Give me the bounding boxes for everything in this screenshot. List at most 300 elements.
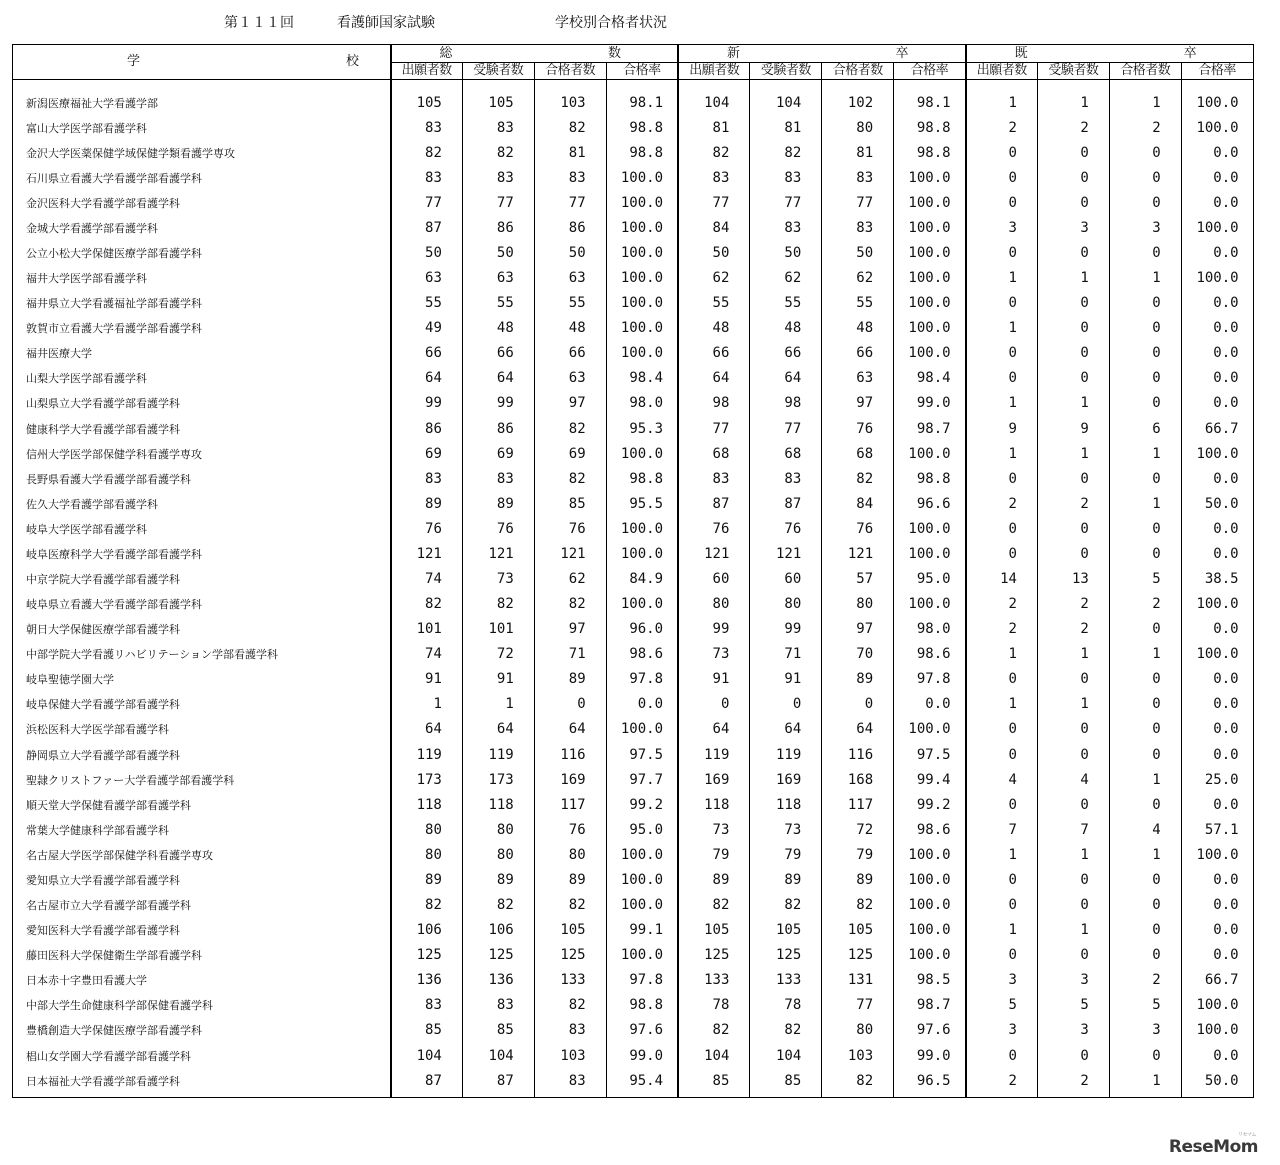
- pass-rate-cell: 99.0: [894, 391, 966, 416]
- school-name-cell: 富山大学医学部看護学科: [13, 115, 391, 140]
- count-cell: 69: [534, 441, 606, 466]
- count-cell: 63: [391, 266, 463, 291]
- count-cell: 2: [1037, 617, 1109, 642]
- count-cell: 66: [391, 341, 463, 366]
- count-cell: 73: [678, 642, 750, 667]
- pass-rate-cell: 0.0: [1181, 867, 1253, 892]
- count-cell: 1: [1109, 842, 1181, 867]
- count-cell: 66: [822, 341, 894, 366]
- count-cell: 3: [1037, 968, 1109, 993]
- count-cell: 76: [534, 516, 606, 541]
- count-cell: 0: [1109, 1043, 1181, 1068]
- pass-rate-cell: 100.0: [606, 592, 678, 617]
- count-cell: 0: [1109, 140, 1181, 165]
- count-cell: 82: [391, 893, 463, 918]
- school-name-cell: 中部学院大学看護リハビリテーション学部看護学科: [13, 642, 391, 667]
- count-cell: 105: [534, 918, 606, 943]
- count-cell: 82: [750, 140, 822, 165]
- count-cell: 85: [391, 1018, 463, 1043]
- count-cell: 118: [678, 792, 750, 817]
- table-row: [13, 366, 1254, 391]
- count-cell: 9: [966, 416, 1038, 441]
- pass-rate-cell: 100.0: [894, 165, 966, 190]
- pass-rate-cell: 96.6: [894, 491, 966, 516]
- count-cell: 1: [1037, 642, 1109, 667]
- count-cell: 125: [462, 943, 534, 968]
- count-cell: 1: [966, 692, 1038, 717]
- pass-rate-cell: 0.0: [606, 692, 678, 717]
- count-cell: 1: [966, 918, 1038, 943]
- pass-rate-cell: 99.2: [606, 792, 678, 817]
- count-cell: 83: [534, 1068, 606, 1098]
- count-cell: 117: [822, 792, 894, 817]
- pass-rate-cell: 97.6: [606, 1018, 678, 1043]
- pass-rate-cell: 25.0: [1181, 767, 1253, 792]
- count-cell: 77: [822, 993, 894, 1018]
- count-cell: 64: [750, 717, 822, 742]
- count-cell: 89: [534, 867, 606, 892]
- count-cell: 117: [534, 792, 606, 817]
- column-header: 合格者数: [822, 63, 894, 80]
- pass-rate-cell: 97.6: [894, 1018, 966, 1043]
- count-cell: 87: [750, 491, 822, 516]
- table-row: [13, 466, 1254, 491]
- count-cell: 82: [391, 592, 463, 617]
- count-cell: 82: [391, 140, 463, 165]
- count-cell: 6: [1109, 416, 1181, 441]
- table-row: [13, 642, 1254, 667]
- count-cell: 91: [678, 667, 750, 692]
- count-cell: 0: [1109, 341, 1181, 366]
- count-cell: 105: [391, 80, 463, 116]
- pass-rate-cell: 98.8: [606, 993, 678, 1018]
- count-cell: 0: [1037, 717, 1109, 742]
- count-cell: 0: [966, 165, 1038, 190]
- count-cell: 63: [534, 266, 606, 291]
- pass-rate-cell: 0.0: [1181, 717, 1253, 742]
- table-row: [13, 215, 1254, 240]
- count-cell: 83: [534, 165, 606, 190]
- pass-rate-cell: 100.0: [606, 266, 678, 291]
- count-cell: 80: [462, 817, 534, 842]
- pass-rate-cell: 0.0: [1181, 667, 1253, 692]
- count-cell: 66: [462, 341, 534, 366]
- school-name-cell: 新潟医療福祉大学看護学部: [13, 80, 391, 116]
- pass-rate-cell: 100.0: [894, 918, 966, 943]
- count-cell: 116: [822, 742, 894, 767]
- pass-rate-cell: 95.4: [606, 1068, 678, 1098]
- count-cell: 0: [678, 692, 750, 717]
- count-cell: 0: [1037, 667, 1109, 692]
- count-cell: 97: [822, 617, 894, 642]
- count-cell: 80: [822, 1018, 894, 1043]
- table-row: [13, 240, 1254, 265]
- count-cell: 48: [678, 316, 750, 341]
- pass-rate-cell: 100.0: [894, 215, 966, 240]
- count-cell: 0: [1037, 516, 1109, 541]
- pass-rate-cell: 99.0: [606, 1043, 678, 1068]
- count-cell: 50: [750, 240, 822, 265]
- count-cell: 55: [534, 291, 606, 316]
- count-cell: 77: [678, 190, 750, 215]
- table-row: [13, 817, 1254, 842]
- pass-rate-cell: 95.0: [894, 566, 966, 591]
- pass-rate-cell: 0.0: [1181, 943, 1253, 968]
- count-cell: 2: [966, 592, 1038, 617]
- count-cell: 72: [822, 817, 894, 842]
- pass-rate-cell: 100.0: [894, 291, 966, 316]
- count-cell: 0: [1037, 792, 1109, 817]
- count-cell: 73: [750, 817, 822, 842]
- count-cell: 0: [1109, 943, 1181, 968]
- school-name-cell: 浜松医科大学医学部看護学科: [13, 717, 391, 742]
- group-header-former: [966, 45, 1254, 63]
- count-cell: 13: [1037, 566, 1109, 591]
- count-cell: 55: [750, 291, 822, 316]
- count-cell: 0: [966, 240, 1038, 265]
- count-cell: 103: [534, 80, 606, 116]
- count-cell: 79: [750, 842, 822, 867]
- count-cell: 173: [391, 767, 463, 792]
- pass-rate-cell: 97.5: [606, 742, 678, 767]
- count-cell: 89: [391, 491, 463, 516]
- count-cell: 1: [966, 391, 1038, 416]
- count-cell: 0: [966, 140, 1038, 165]
- count-cell: 85: [750, 1068, 822, 1098]
- count-cell: 2: [966, 1068, 1038, 1098]
- count-cell: 81: [750, 115, 822, 140]
- count-cell: 66: [750, 341, 822, 366]
- table-row: [13, 993, 1254, 1018]
- pass-rate-cell: 97.5: [894, 742, 966, 767]
- count-cell: 3: [966, 968, 1038, 993]
- count-cell: 2: [966, 617, 1038, 642]
- pass-rate-cell: 98.0: [894, 617, 966, 642]
- group-header-new: [678, 45, 966, 63]
- pass-rate-cell: 98.0: [606, 391, 678, 416]
- count-cell: 83: [822, 165, 894, 190]
- count-cell: 169: [534, 767, 606, 792]
- table-row: [13, 692, 1254, 717]
- column-header: 出願者数: [391, 63, 463, 80]
- results-table: [12, 44, 1254, 1098]
- count-cell: 121: [678, 541, 750, 566]
- count-cell: 2: [966, 115, 1038, 140]
- count-cell: 55: [678, 291, 750, 316]
- pass-rate-cell: 98.7: [894, 416, 966, 441]
- count-cell: 104: [678, 1043, 750, 1068]
- count-cell: 97: [534, 391, 606, 416]
- count-cell: 68: [822, 441, 894, 466]
- count-cell: 104: [678, 80, 750, 116]
- count-cell: 71: [750, 642, 822, 667]
- table-row: [13, 391, 1254, 416]
- count-cell: 63: [462, 266, 534, 291]
- count-cell: 3: [1037, 1018, 1109, 1043]
- school-name-cell: 中部大学生命健康科学部保健看護学科: [13, 993, 391, 1018]
- pass-rate-cell: 98.7: [894, 993, 966, 1018]
- school-name-cell: 中京学院大学看護学部看護学科: [13, 566, 391, 591]
- count-cell: 98: [678, 391, 750, 416]
- count-cell: 83: [391, 466, 463, 491]
- pass-rate-cell: 0.0: [1181, 1043, 1253, 1068]
- count-cell: 91: [462, 667, 534, 692]
- count-cell: 84: [822, 491, 894, 516]
- pass-rate-cell: 100.0: [1181, 842, 1253, 867]
- count-cell: 0: [1037, 466, 1109, 491]
- count-cell: 118: [750, 792, 822, 817]
- school-header-char-1: 学: [127, 54, 141, 69]
- pass-rate-cell: 0.0: [1181, 742, 1253, 767]
- count-cell: 83: [462, 115, 534, 140]
- count-cell: 64: [750, 366, 822, 391]
- count-cell: 97: [534, 617, 606, 642]
- count-cell: 70: [822, 642, 894, 667]
- pass-rate-cell: 98.8: [894, 466, 966, 491]
- count-cell: 125: [534, 943, 606, 968]
- school-name-cell: 日本赤十字豊田看護大学: [13, 968, 391, 993]
- count-cell: 82: [534, 893, 606, 918]
- pass-rate-cell: 98.6: [894, 817, 966, 842]
- count-cell: 105: [750, 918, 822, 943]
- pass-rate-cell: 0.0: [1181, 391, 1253, 416]
- count-cell: 97: [822, 391, 894, 416]
- count-cell: 77: [750, 416, 822, 441]
- pass-rate-cell: 100.0: [894, 842, 966, 867]
- pass-rate-cell: 98.8: [894, 140, 966, 165]
- table-row: [13, 968, 1254, 993]
- count-cell: 99: [391, 391, 463, 416]
- count-cell: 2: [966, 491, 1038, 516]
- count-cell: 83: [391, 165, 463, 190]
- count-cell: 9: [1037, 416, 1109, 441]
- table-header: [13, 45, 1254, 80]
- table-row: [13, 190, 1254, 215]
- pass-rate-cell: 0.0: [1181, 516, 1253, 541]
- count-cell: 86: [462, 416, 534, 441]
- table-row: [13, 115, 1254, 140]
- count-cell: 1: [1109, 441, 1181, 466]
- count-cell: 121: [534, 541, 606, 566]
- table-row: [13, 80, 1254, 116]
- pass-rate-cell: 57.1: [1181, 817, 1253, 842]
- count-cell: 0: [966, 667, 1038, 692]
- count-cell: 4: [1109, 817, 1181, 842]
- count-cell: 69: [391, 441, 463, 466]
- count-cell: 1: [966, 441, 1038, 466]
- resemom-watermark: [1168, 1132, 1258, 1157]
- table-row: [13, 541, 1254, 566]
- count-cell: 0: [1109, 792, 1181, 817]
- count-cell: 71: [534, 642, 606, 667]
- count-cell: 55: [391, 291, 463, 316]
- count-cell: 50: [678, 240, 750, 265]
- count-cell: 0: [966, 893, 1038, 918]
- school-name-cell: 名古屋市立大学看護学部看護学科: [13, 893, 391, 918]
- group-total-char-1: 総: [439, 45, 453, 61]
- count-cell: 76: [678, 516, 750, 541]
- count-cell: 168: [822, 767, 894, 792]
- count-cell: 133: [750, 968, 822, 993]
- count-cell: 0: [750, 692, 822, 717]
- count-cell: 131: [822, 968, 894, 993]
- count-cell: 83: [391, 115, 463, 140]
- exam-session: 第１１１回: [224, 15, 294, 31]
- count-cell: 82: [678, 893, 750, 918]
- count-cell: 83: [462, 165, 534, 190]
- school-name-cell: 福井医療大学: [13, 341, 391, 366]
- count-cell: 0: [1109, 316, 1181, 341]
- school-name-cell: 福井大学医学部看護学科: [13, 266, 391, 291]
- pass-rate-cell: 100.0: [1181, 592, 1253, 617]
- pass-rate-cell: 0.0: [1181, 792, 1253, 817]
- count-cell: 72: [462, 642, 534, 667]
- count-cell: 1: [1109, 1068, 1181, 1098]
- count-cell: 0: [966, 466, 1038, 491]
- count-cell: 83: [750, 215, 822, 240]
- school-name-cell: 岐阜医療科学大学看護学部看護学科: [13, 541, 391, 566]
- count-cell: 5: [1109, 993, 1181, 1018]
- school-name-cell: 金城大学看護学部看護学科: [13, 215, 391, 240]
- group-header-total: [391, 45, 679, 63]
- count-cell: 169: [678, 767, 750, 792]
- count-cell: 83: [750, 466, 822, 491]
- count-cell: 133: [534, 968, 606, 993]
- count-cell: 1: [462, 692, 534, 717]
- count-cell: 85: [678, 1068, 750, 1098]
- pass-rate-cell: 96.5: [894, 1068, 966, 1098]
- count-cell: 0: [1109, 717, 1181, 742]
- count-cell: 0: [1037, 1043, 1109, 1068]
- count-cell: 89: [534, 667, 606, 692]
- count-cell: 119: [391, 742, 463, 767]
- pass-rate-cell: 95.3: [606, 416, 678, 441]
- table-row: [13, 717, 1254, 742]
- count-cell: 79: [678, 842, 750, 867]
- pass-rate-cell: 38.5: [1181, 566, 1253, 591]
- count-cell: 0: [1037, 366, 1109, 391]
- pass-rate-cell: 98.6: [606, 642, 678, 667]
- count-cell: 77: [391, 190, 463, 215]
- pass-rate-cell: 0.0: [1181, 291, 1253, 316]
- count-cell: 106: [391, 918, 463, 943]
- count-cell: 82: [462, 140, 534, 165]
- count-cell: 64: [462, 717, 534, 742]
- pass-rate-cell: 100.0: [1181, 642, 1253, 667]
- table-row: [13, 792, 1254, 817]
- pass-rate-cell: 84.9: [606, 566, 678, 591]
- count-cell: 99: [678, 617, 750, 642]
- table-row: [13, 316, 1254, 341]
- school-name-cell: 順天堂大学保健看護学部看護学科: [13, 792, 391, 817]
- count-cell: 68: [750, 441, 822, 466]
- count-cell: 84: [678, 215, 750, 240]
- pass-rate-cell: 100.0: [894, 541, 966, 566]
- pass-rate-cell: 97.8: [894, 667, 966, 692]
- count-cell: 89: [678, 867, 750, 892]
- count-cell: 2: [1109, 592, 1181, 617]
- count-cell: 1: [1037, 842, 1109, 867]
- pass-rate-cell: 95.5: [606, 491, 678, 516]
- count-cell: 1: [391, 692, 463, 717]
- count-cell: 0: [1037, 240, 1109, 265]
- pass-rate-cell: 100.0: [894, 943, 966, 968]
- count-cell: 0: [1037, 867, 1109, 892]
- pass-rate-cell: 97.8: [606, 667, 678, 692]
- count-cell: 83: [462, 466, 534, 491]
- table-row: [13, 1068, 1254, 1098]
- count-cell: 0: [1109, 918, 1181, 943]
- count-cell: 80: [534, 842, 606, 867]
- exam-name: 看護師国家試験: [337, 15, 435, 31]
- table-row: [13, 592, 1254, 617]
- count-cell: 5: [1109, 566, 1181, 591]
- count-cell: 119: [750, 742, 822, 767]
- count-cell: 64: [391, 366, 463, 391]
- school-name-cell: 常葉大学健康科学部看護学科: [13, 817, 391, 842]
- count-cell: 2: [1037, 1068, 1109, 1098]
- count-cell: 0: [1109, 893, 1181, 918]
- pass-rate-cell: 98.4: [894, 366, 966, 391]
- count-cell: 1: [966, 842, 1038, 867]
- table-row: [13, 617, 1254, 642]
- pass-rate-cell: 100.0: [606, 867, 678, 892]
- count-cell: 1: [1037, 391, 1109, 416]
- table-row: [13, 416, 1254, 441]
- table-row: [13, 491, 1254, 516]
- count-cell: 2: [1109, 115, 1181, 140]
- school-name-cell: 椙山女学園大学看護学部看護学科: [13, 1043, 391, 1068]
- count-cell: 77: [534, 190, 606, 215]
- count-cell: 0: [966, 291, 1038, 316]
- count-cell: 50: [462, 240, 534, 265]
- count-cell: 87: [678, 491, 750, 516]
- pass-rate-cell: 0.0: [1181, 140, 1253, 165]
- count-cell: 0: [1109, 742, 1181, 767]
- count-cell: 89: [462, 867, 534, 892]
- count-cell: 0: [1037, 190, 1109, 215]
- table-row: [13, 842, 1254, 867]
- column-header: 合格者数: [1109, 63, 1181, 80]
- count-cell: 1: [1037, 266, 1109, 291]
- page-title-row: [0, 12, 1280, 32]
- table-row: [13, 165, 1254, 190]
- pass-rate-cell: 100.0: [894, 867, 966, 892]
- count-cell: 85: [462, 1018, 534, 1043]
- table-row: [13, 943, 1254, 968]
- count-cell: 86: [462, 215, 534, 240]
- count-cell: 74: [391, 642, 463, 667]
- pass-rate-cell: 0.0: [894, 692, 966, 717]
- count-cell: 64: [391, 717, 463, 742]
- pass-rate-cell: 0.0: [1181, 918, 1253, 943]
- table-row: [13, 742, 1254, 767]
- count-cell: 121: [462, 541, 534, 566]
- count-cell: 76: [462, 516, 534, 541]
- count-cell: 0: [1109, 165, 1181, 190]
- count-cell: 77: [462, 190, 534, 215]
- count-cell: 2: [1109, 968, 1181, 993]
- count-cell: 80: [391, 842, 463, 867]
- count-cell: 55: [822, 291, 894, 316]
- count-cell: 0: [1037, 943, 1109, 968]
- count-cell: 125: [750, 943, 822, 968]
- pass-rate-cell: 100.0: [894, 717, 966, 742]
- count-cell: 7: [1037, 817, 1109, 842]
- count-cell: 50: [391, 240, 463, 265]
- school-column-header: [13, 45, 391, 80]
- count-cell: 0: [1109, 692, 1181, 717]
